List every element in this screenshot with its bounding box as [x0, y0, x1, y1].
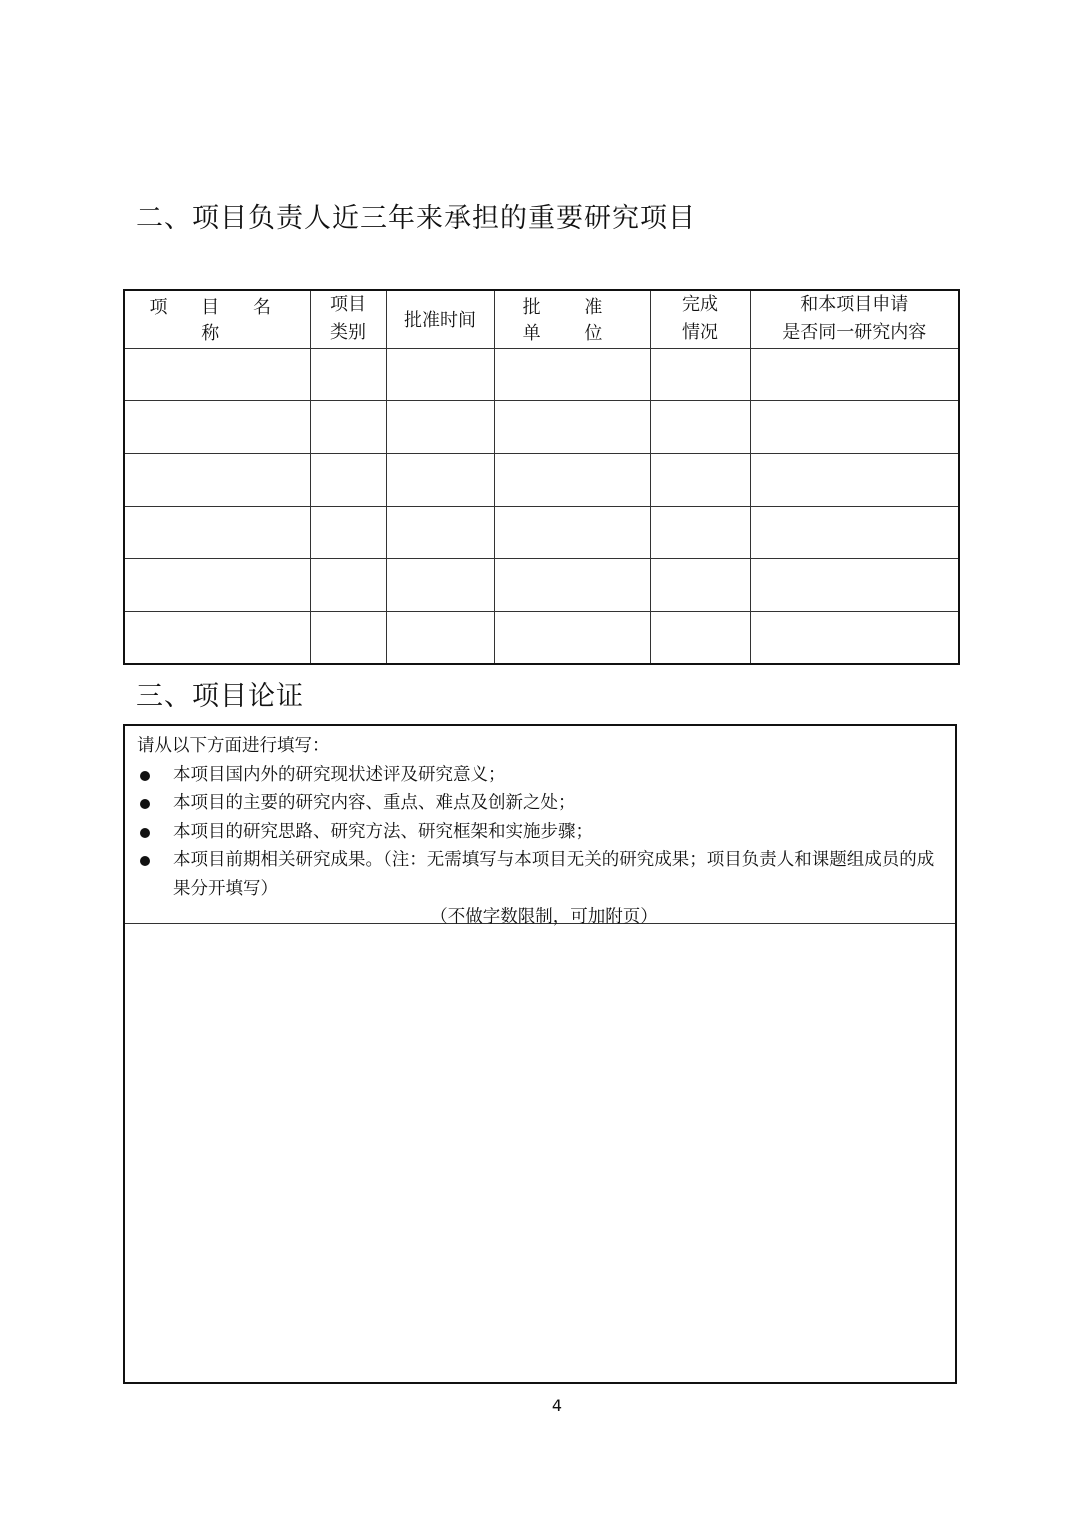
cell-same-content[interactable]: [750, 348, 959, 401]
header-approval-unit-text: 批 准 单 位: [522, 297, 622, 345]
cell-same-content[interactable]: [750, 453, 959, 506]
cell-project-category[interactable]: [310, 506, 386, 559]
bullet-dot-icon: [140, 799, 150, 809]
cell-approval-time[interactable]: [386, 611, 494, 664]
cell-approval-unit[interactable]: [494, 348, 650, 401]
table-row: [124, 348, 959, 401]
header-project-category: [310, 290, 386, 348]
cell-project-name[interactable]: [124, 348, 310, 401]
argument-note: （不做字数限制，可加附页）: [430, 907, 658, 927]
cell-same-content[interactable]: [750, 506, 959, 559]
cell-project-name[interactable]: [124, 453, 310, 506]
argument-content-area[interactable]: [125, 924, 955, 1380]
cell-approval-time[interactable]: [386, 401, 494, 454]
cell-project-category[interactable]: [310, 559, 386, 612]
table-row: [124, 611, 959, 664]
table-row: [124, 559, 959, 612]
cell-project-category[interactable]: [310, 401, 386, 454]
cell-same-content[interactable]: [750, 401, 959, 454]
table-row: [124, 506, 959, 559]
cell-completion-status[interactable]: [650, 559, 750, 612]
header-project-name-text: 项 目 名 称: [149, 297, 285, 345]
cell-project-category[interactable]: [310, 453, 386, 506]
cell-approval-unit[interactable]: [494, 611, 650, 664]
cell-completion-status[interactable]: [650, 401, 750, 454]
cell-approval-time[interactable]: [386, 453, 494, 506]
section-2-title: 二、项目负责人近三年来承担的重要研究项目: [136, 203, 696, 234]
cell-project-name[interactable]: [124, 506, 310, 559]
projects-table: [123, 289, 960, 665]
cell-approval-unit[interactable]: [494, 453, 650, 506]
argument-bullet-list: [137, 761, 943, 904]
header-completion-status-text: 完成 情况: [682, 294, 718, 344]
cell-approval-unit[interactable]: [494, 506, 650, 559]
header-project-name: [124, 290, 310, 348]
cell-same-content[interactable]: [750, 559, 959, 612]
list-item: [137, 818, 943, 847]
cell-completion-status[interactable]: [650, 453, 750, 506]
cell-completion-status[interactable]: [650, 348, 750, 401]
list-item-text: 本项目的研究思路、研究方法、研究框架和实施步骤；: [173, 821, 593, 842]
header-approval-time-text: 批准时间: [404, 310, 476, 332]
bullet-dot-icon: [140, 771, 150, 781]
table-header-row: [124, 290, 959, 348]
cell-project-category[interactable]: [310, 611, 386, 664]
header-approval-time: [386, 290, 494, 348]
cell-project-name[interactable]: [124, 559, 310, 612]
header-completion-status: [650, 290, 750, 348]
list-item-text: 本项目的主要的研究内容、重点、难点及创新之处；: [173, 793, 576, 813]
table-row: [124, 401, 959, 454]
table-row: [124, 453, 959, 506]
header-same-content-text: 和本项目申请 是否同一研究内容: [782, 294, 927, 344]
cell-completion-status[interactable]: [650, 611, 750, 664]
list-item-text: 本项目前期相关研究成果。（注：无需填写与本项目无关的研究成果；项目负责人和课题组成员的成果分开填写）: [173, 850, 935, 899]
cell-completion-status[interactable]: [650, 506, 750, 559]
project-argument-box: [123, 724, 957, 1384]
cell-approval-time[interactable]: [386, 559, 494, 612]
argument-instructions: [125, 726, 955, 927]
cell-same-content[interactable]: [750, 611, 959, 664]
header-project-category-text: 项目 类别: [330, 294, 366, 344]
list-item: [137, 846, 943, 903]
cell-approval-unit[interactable]: [494, 401, 650, 454]
cell-project-name[interactable]: [124, 401, 310, 454]
bullet-dot-icon: [140, 828, 150, 838]
bullet-dot-icon: [140, 856, 150, 866]
header-same-content: [750, 290, 959, 348]
list-item: [137, 789, 943, 818]
cell-approval-time[interactable]: [386, 506, 494, 559]
page-number: 4: [551, 1396, 563, 1415]
cell-approval-time[interactable]: [386, 348, 494, 401]
cell-approval-unit[interactable]: [494, 559, 650, 612]
argument-intro: 请从以下方面进行填写：: [137, 736, 330, 756]
header-approval-unit: [494, 290, 650, 348]
cell-project-category[interactable]: [310, 348, 386, 401]
list-item: [137, 761, 943, 790]
list-item-text: 本项目国内外的研究现状述评及研究意义；: [173, 764, 506, 785]
cell-project-name[interactable]: [124, 611, 310, 664]
section-3-title: 三、项目论证: [136, 681, 304, 712]
